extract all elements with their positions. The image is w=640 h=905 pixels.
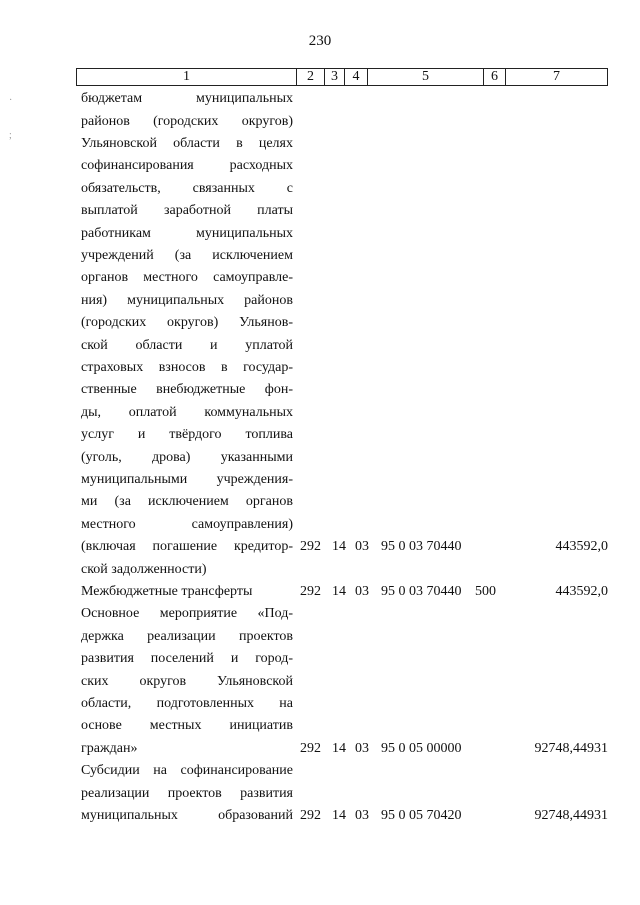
text-line: Межбюджетные трансферты (81, 584, 253, 599)
text-line: обязательств, связанных с (81, 181, 293, 196)
header-col-3: 3 (324, 69, 344, 85)
text-line: местного самоуправления) (81, 517, 293, 532)
row-2-col-3: 14 (332, 584, 346, 599)
row-4-col-3: 14 (332, 808, 346, 823)
text-line: ды, оплатой коммунальных (81, 405, 293, 420)
text-line: муниципальных образований (81, 808, 293, 823)
text-line: выплатой заработной платы (81, 203, 293, 218)
text-line: Субсидии на софинансирование (81, 763, 293, 778)
scan-mark: · (9, 95, 13, 106)
header-col-6: 6 (483, 69, 505, 85)
page-number: 230 (308, 33, 332, 49)
text-line: ственные внебюджетные фон- (81, 382, 293, 397)
text-line: держка реализации проектов (81, 629, 293, 644)
row-2-col-4: 03 (355, 584, 369, 599)
row-1-col-7: 443592,0 (555, 539, 608, 554)
text-line: граждан» (81, 741, 138, 756)
row-3-col-5: 95 0 05 00000 (381, 741, 462, 756)
scan-mark: ; (9, 130, 12, 141)
row-4-col-5: 95 0 05 70420 (381, 808, 462, 823)
text-line: учреждений (за исключением (81, 248, 293, 263)
text-line: развития поселений и город- (81, 651, 293, 666)
row-2-col-5: 95 0 03 70440 (381, 584, 462, 599)
text-line: (включая погашение кредитор- (81, 539, 293, 554)
text-line: муниципальными учреждения- (81, 472, 293, 487)
text-line: софинансирования расходных (81, 158, 293, 173)
row-2-col-7: 443592,0 (555, 584, 608, 599)
row-2-col-6: 500 (475, 584, 496, 599)
text-line: органов местного самоуправле- (81, 270, 293, 285)
row-3-col-7: 92748,44931 (534, 741, 608, 756)
text-line: ской области и уплатой (81, 338, 293, 353)
header-col-4: 4 (344, 69, 367, 85)
text-line: основе местных инициатив (81, 718, 293, 733)
row-2-col-2: 292 (300, 584, 321, 599)
text-line: ской задолженности) (81, 562, 207, 577)
text-line: (уголь, дрова) указанными (81, 450, 293, 465)
row-4-col-7: 92748,44931 (534, 808, 608, 823)
header-col-7: 7 (505, 69, 607, 85)
row-1-col-4: 03 (355, 539, 369, 554)
row-1-col-3: 14 (332, 539, 346, 554)
row-3-col-3: 14 (332, 741, 346, 756)
text-line: ми (за исключением органов (81, 494, 293, 509)
text-line: (городских округов) Ульянов- (81, 315, 293, 330)
text-line: Ульяновской области в целях (81, 136, 293, 151)
text-line: Основное мероприятие «Под- (81, 606, 293, 621)
table-header-row (76, 68, 608, 86)
row-4-col-4: 03 (355, 808, 369, 823)
text-line: ских округов Ульяновской (81, 674, 293, 689)
text-line: районов (городских округов) (81, 114, 293, 129)
text-line: ния) муниципальных районов (81, 293, 293, 308)
row-4-col-2: 292 (300, 808, 321, 823)
text-line: страховых взносов в государ- (81, 360, 293, 375)
header-col-1: 1 (183, 69, 190, 84)
text-line: услуг и твёрдого топлива (81, 427, 293, 442)
text-line: области, подготовленных на (81, 696, 293, 711)
header-col-2: 2 (296, 69, 324, 85)
row-3-col-2: 292 (300, 741, 321, 756)
row-3-col-4: 03 (355, 741, 369, 756)
row-1-col-2: 292 (300, 539, 321, 554)
header-col-5: 5 (367, 69, 483, 85)
text-line: бюджетам муниципальных (81, 91, 293, 106)
row-1-col-5: 95 0 03 70440 (381, 539, 462, 554)
text-line: реализации проектов развития (81, 786, 293, 801)
text-line: работникам муниципальных (81, 226, 293, 241)
